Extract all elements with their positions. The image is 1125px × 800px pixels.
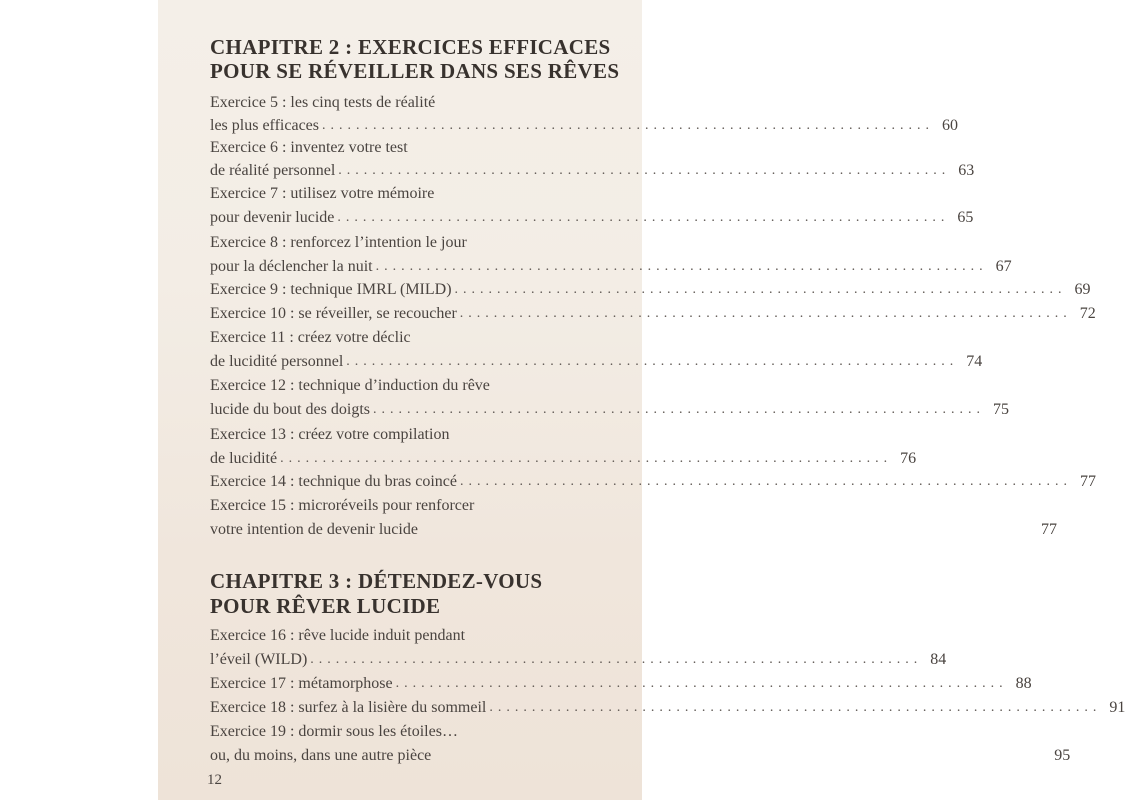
entry-line bbox=[210, 470, 1096, 494]
dot-leader: ........................................................................ bbox=[280, 451, 893, 466]
dot-leader: ........................................................................ bbox=[375, 259, 988, 274]
entry-title: Exercice 10 : se réveiller, se recoucher bbox=[210, 305, 457, 322]
chapter-3-title-line1: CHAPITRE 3 : DÉTENDEZ-VOUS bbox=[210, 569, 543, 593]
entry-title: Exercice 5 : les cinq tests de réalité bbox=[210, 94, 436, 111]
dot-leader: ........................................................................ bbox=[338, 163, 951, 178]
dot-leader: ........................................................................ bbox=[337, 210, 950, 225]
entry-continuation: lucide du bout des doigts bbox=[210, 401, 370, 418]
entry-title: Exercice 14 : technique du bras coincé bbox=[210, 473, 457, 490]
entry-continuation: l’éveil (WILD) bbox=[210, 651, 308, 668]
entry-continuation: de lucidité personnel bbox=[210, 353, 344, 370]
page-number: 77 bbox=[1040, 521, 1057, 538]
page-number: 63 bbox=[958, 162, 975, 179]
entry-line bbox=[210, 398, 1009, 422]
entry-line bbox=[210, 159, 975, 183]
entry-line bbox=[210, 350, 983, 374]
page-number: 95 bbox=[1054, 747, 1071, 764]
entry-continuation: de réalité personnel bbox=[210, 162, 336, 179]
page-number: 60 bbox=[942, 117, 958, 134]
entry-line bbox=[210, 114, 958, 138]
entry-title: Exercice 15 : microréveils pour renforcer bbox=[210, 497, 475, 514]
chapter-2-title-line2: POUR SE RÉVEILLER DANS SES RÊVES bbox=[210, 59, 620, 83]
entry-title: Exercice 7 : utilisez votre mémoire bbox=[210, 185, 435, 202]
dot-leader: ........................................................................ bbox=[489, 700, 1102, 715]
entry-line bbox=[210, 672, 1032, 696]
entry-title: Exercice 9 : technique IMRL (MILD) bbox=[210, 281, 452, 298]
entry-continuation: ou, du moins, dans une autre pièce bbox=[210, 747, 432, 764]
page-number: 76 bbox=[900, 450, 917, 467]
page-number: 77 bbox=[1080, 473, 1096, 490]
entry-line bbox=[210, 447, 917, 471]
entry-continuation: de lucidité bbox=[210, 450, 278, 467]
dot-leader: ........................................................................ bbox=[310, 652, 923, 667]
page-folio: 12 bbox=[207, 772, 222, 788]
page-number: 72 bbox=[1079, 305, 1096, 322]
entry-title: Exercice 8 : renforcez l’intention le jour bbox=[210, 234, 467, 251]
entry-line bbox=[210, 744, 1071, 768]
entry-title: Exercice 11 : créez votre déclic bbox=[210, 329, 411, 346]
entry-continuation: votre intention de devenir lucide bbox=[210, 521, 418, 538]
entry-continuation: les plus efficaces bbox=[210, 117, 319, 134]
entry-title: Exercice 16 : rêve lucide induit pendant bbox=[210, 627, 466, 644]
entry-line bbox=[210, 302, 1096, 326]
entry-title: Exercice 6 : inventez votre test bbox=[210, 139, 408, 156]
entry-title: Exercice 13 : créez votre compilation bbox=[210, 426, 450, 443]
page-number: 69 bbox=[1074, 281, 1091, 298]
chapter-3-title-line2: POUR RÊVER LUCIDE bbox=[210, 594, 441, 618]
dot-leader: ........................................................................ bbox=[322, 118, 934, 133]
page-number: 88 bbox=[1015, 675, 1032, 692]
page-number: 67 bbox=[995, 258, 1012, 275]
page-number: 84 bbox=[930, 651, 947, 668]
entry-continuation: pour devenir lucide bbox=[210, 209, 335, 226]
dot-leader: ........................................................................ bbox=[454, 282, 1067, 297]
dot-leader: ........................................................................ bbox=[395, 676, 1008, 691]
entry-line bbox=[210, 648, 947, 672]
entry-title: Exercice 12 : technique d’induction du rêve bbox=[210, 377, 490, 394]
dot-leader: ........................................................................ bbox=[459, 306, 1072, 321]
entry-line bbox=[210, 696, 1125, 720]
entry-line bbox=[210, 206, 974, 230]
dot-leader: ........................................................................ bbox=[346, 354, 959, 369]
page-number: 65 bbox=[957, 209, 974, 226]
entry-line bbox=[210, 255, 1012, 279]
page-number: 74 bbox=[966, 353, 983, 370]
entry-continuation: pour la déclencher la nuit bbox=[210, 258, 373, 275]
entry-line bbox=[210, 518, 1057, 542]
page-number: 91 bbox=[1109, 699, 1125, 716]
page-number: 75 bbox=[992, 401, 1009, 418]
entry-title: Exercice 18 : surfez à la lisière du sommeil bbox=[210, 699, 487, 716]
dot-leader: ........................................................................ bbox=[460, 474, 1072, 489]
entry-title: Exercice 17 : métamorphose bbox=[210, 675, 393, 692]
chapter-2-title-line1: CHAPITRE 2 : EXERCICES EFFICACES bbox=[210, 35, 611, 59]
entry-line bbox=[210, 278, 1091, 302]
dot-leader: ........................................................................ bbox=[372, 402, 985, 417]
entry-title: Exercice 19 : dormir sous les étoiles… bbox=[210, 723, 458, 740]
